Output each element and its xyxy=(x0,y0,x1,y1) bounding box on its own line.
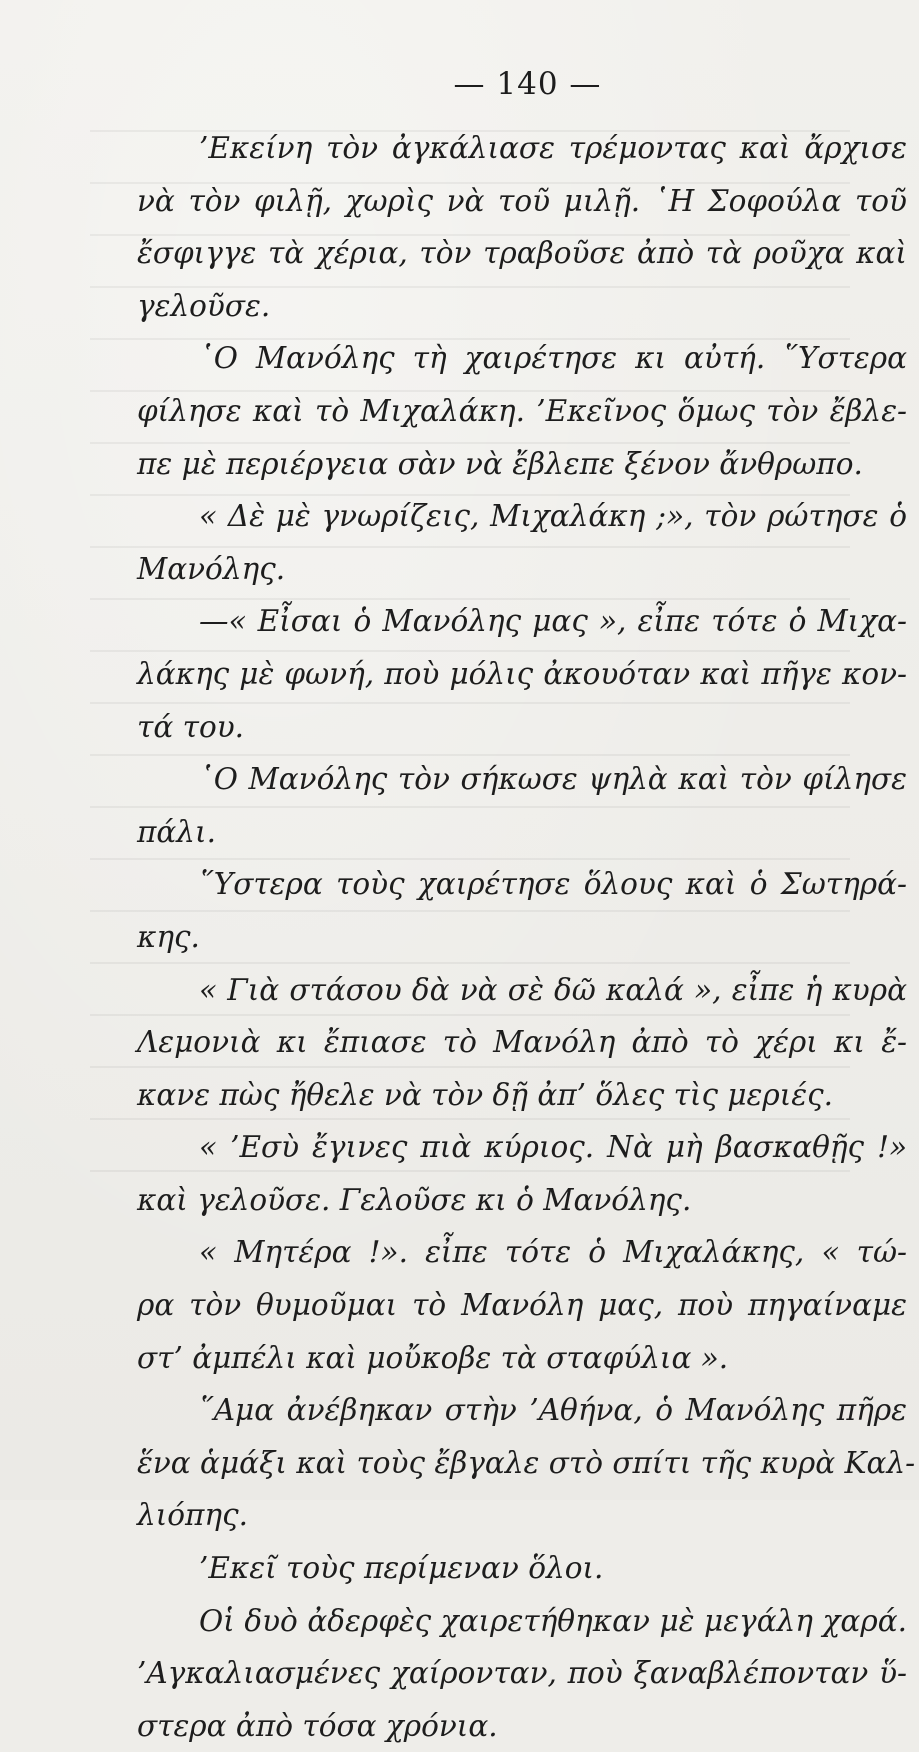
text-line: λάκης μὲ φωνή, ποὺ μόλις ἀκουόταν καὶ πῆγε κον- xyxy=(137,656,907,691)
text-line: « ’Εσὺ ἔγινες πιὰ κύριος. Νὰ μὴ βασκαθῇς !» xyxy=(199,1130,907,1165)
text-line: ἔσφιγγε τὰ χέρια, τὸν τραβοῦσε ἀπὸ τὰ ροῦχα καὶ xyxy=(137,236,907,271)
text-line: λιόπης. xyxy=(137,1498,248,1533)
text-line: ῾Ο Μανόλης τὴ χαιρέτησε κι αὐτή. ῞Υστερα xyxy=(199,341,907,376)
text-line: ῞Αμα ἀνέβηκαν στὴν ’Αθήνα, ὁ Μανόλης πῆρε xyxy=(199,1393,907,1428)
text-line: κανε πὼς ἤθελε νὰ τὸν δῇ ἀπ’ ὅλες τὶς μεριές. xyxy=(137,1077,834,1112)
body-text xyxy=(137,122,916,1752)
text-line: « Μητέρα !». εἶπε τότε ὁ Μιχαλάκης, « τώ- xyxy=(199,1235,907,1270)
text-line: κης. xyxy=(137,919,200,954)
text-line: φίλησε καὶ τὸ Μιχαλάκη. ’Εκεῖνος ὅμως τὸν ἔβλε- xyxy=(137,393,907,428)
text-line: ’Εκεῖ τοὺς περίμεναν ὅλοι. xyxy=(199,1551,604,1586)
text-line: Λεμονιὰ κι ἔπιασε τὸ Μανόλη ἀπὸ τὸ χέρι κι ἔ- xyxy=(137,1025,907,1060)
text-line: καὶ γελοῦσε. Γελοῦσε κι ὁ Μανόλης. xyxy=(137,1182,692,1217)
text-line: Οἱ δυὸ ἀδερφὲς χαιρετήθηκαν μὲ μεγάλη χαρά. xyxy=(199,1603,907,1638)
text-line: γελοῦσε. xyxy=(137,288,271,323)
text-line: πάλι. xyxy=(137,814,216,849)
text-line: « Γιὰ στάσου δὰ νὰ σὲ δῶ καλά », εἶπε ἡ κυρὰ xyxy=(199,972,907,1007)
text-line: στ’ ἀμπέλι καὶ μοὔκοβε τὰ σταφύλια ». xyxy=(137,1340,729,1375)
text-line: νὰ τὸν φιλῇ, χωρὶς νὰ τοῦ μιλῇ. ῾Η Σοφούλα τοῦ xyxy=(137,183,907,218)
text-line: « Δὲ μὲ γνωρίζεις, Μιχαλάκη ;», τὸν ρώτησε ὁ xyxy=(199,499,907,534)
text-line: ῞Υστερα τοὺς χαιρέτησε ὅλους καὶ ὁ Σωτηρά- xyxy=(199,867,907,902)
text-line: ἕνα ἁμάξι καὶ τοὺς ἔβγαλε στὸ σπίτι τῆς κυρὰ Καλ- xyxy=(137,1445,916,1480)
text-line: ῾Ο Μανόλης τὸν σήκωσε ψηλὰ καὶ τὸν φίλησε xyxy=(199,762,907,797)
text-line: ’Αγκαλιασμένες χαίρονταν, ποὺ ξαναβλέπονταν ὕ- xyxy=(137,1656,907,1691)
text-line: Μανόλης. xyxy=(137,551,286,586)
text-line: —« Εἶσαι ὁ Μανόλης μας », εἶπε τότε ὁ Μιχα- xyxy=(199,604,907,639)
text-line: ρα τὸν θυμοῦμαι τὸ Μανόλη μας, ποὺ πηγαίναμε xyxy=(137,1288,907,1323)
text-line: ’Εκείνη τὸν ἀγκάλιασε τρέμοντας καὶ ἄρχισε xyxy=(199,131,907,165)
page-number: — 140 — xyxy=(453,66,602,102)
text-line: πε μὲ περιέργεια σὰν νὰ ἔβλεπε ξένον ἄνθρωπο. xyxy=(137,446,863,481)
text-line: στερα ἀπὸ τόσα χρόνια. xyxy=(137,1708,498,1743)
text-line: τά του. xyxy=(137,709,245,744)
